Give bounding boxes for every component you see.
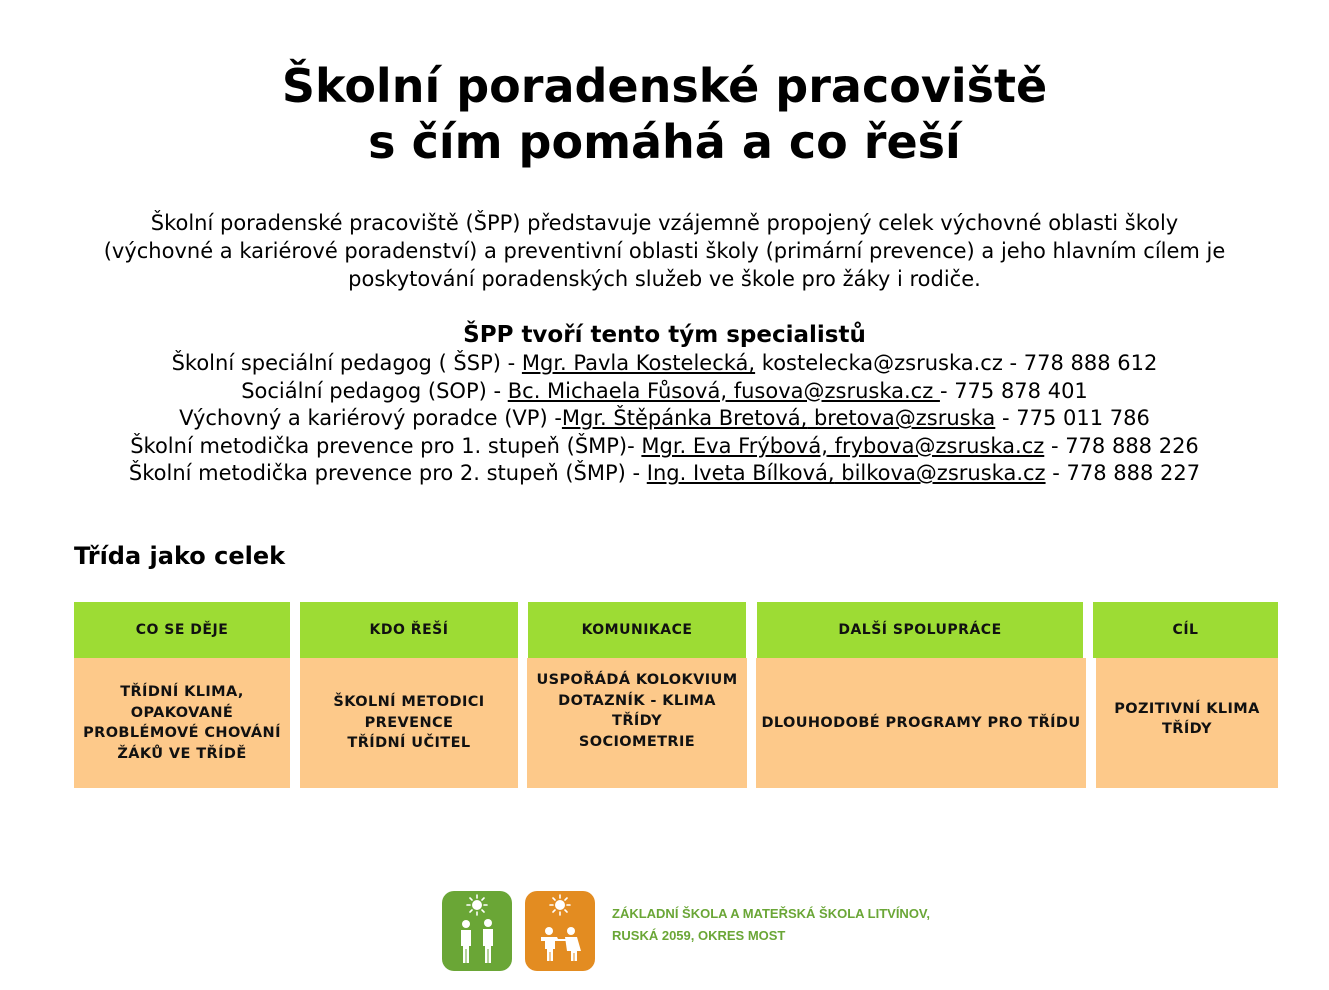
- team-member-vp: [0, 405, 1329, 433]
- table-cell-cil: POZITIVNÍ KLIMA TŘÍDY: [1096, 658, 1278, 788]
- title-line-1: Školní poradenské pracoviště: [281, 59, 1048, 113]
- table-header-cil: CÍL: [1093, 602, 1278, 658]
- table-header-kdo-resi: KDO ŘEŠÍ: [300, 602, 518, 658]
- member-phone: - 775 011 786: [995, 406, 1150, 431]
- member-role: Školní metodička prevence pro 1. stupeň (ŠMP)-: [130, 433, 642, 458]
- member-role: Výchovný a kariérový poradce (VP) -: [179, 406, 562, 431]
- intro-paragraph: [60, 209, 1269, 293]
- intro-line-1: Školní poradenské pracoviště (ŠPP) představuje vzájemně propojený celek výchovné oblasti školy: [150, 211, 1179, 235]
- table-header-co-se-deje: CO SE DĚJE: [74, 602, 290, 658]
- table-cell-kdo-resi: ŠKOLNÍ METODICI PREVENCE TŘÍDNÍ UČITEL: [300, 658, 518, 788]
- member-email: kostelecka@zsruska.cz: [755, 351, 1003, 375]
- member-email-link[interactable]: fusova@zsruska.cz: [727, 378, 940, 403]
- section-title: Třída jako celek: [74, 542, 286, 570]
- children-logo-icon: [525, 891, 595, 971]
- intro-line-2: (výchovné a kariérové poradenství) a preventivní oblasti školy (primární prevence) a jeho hlavním cílem je: [103, 239, 1226, 263]
- member-email-link[interactable]: frybova@zsruska.cz: [827, 433, 1045, 458]
- member-phone: - 775 878 401: [939, 378, 1088, 403]
- member-name-link[interactable]: Mgr. Pavla Kostelecká,: [521, 351, 756, 375]
- team-member-ssp: [0, 350, 1329, 378]
- member-email-link[interactable]: bretova@zsruska: [807, 406, 996, 431]
- table-header-komunikace: KOMUNIKACE: [528, 602, 746, 658]
- school-name-line-1: ZÁKLADNÍ ŠKOLA A MATEŘSKÁ ŠKOLA LITVÍNOV,: [612, 906, 931, 921]
- page-title: [0, 58, 1329, 170]
- school-name: [612, 903, 930, 947]
- member-phone: - 778 888 226: [1044, 433, 1199, 458]
- school-name-line-2: RUSKÁ 2059, OKRES MOST: [612, 928, 786, 943]
- table-cell-co-se-deje: TŘÍDNÍ KLIMA, OPAKOVANÉ PROBLÉMOVÉ CHOVÁNÍ ŽÁKŮ VE TŘÍDĚ: [74, 658, 290, 788]
- member-phone: - 778 888 227: [1045, 461, 1201, 486]
- member-role: Sociální pedagog (SOP) -: [241, 378, 508, 403]
- member-name-link[interactable]: Mgr. Eva Frýbová,: [641, 433, 828, 458]
- table-header-dalsi-spoluprace: DALŠÍ SPOLUPRÁCE: [757, 602, 1083, 658]
- title-line-2: s čím pomáhá a co řeší: [368, 115, 961, 169]
- table-cell-komunikace: USPOŘÁDÁ KOLOKVIUM DOTAZNÍK - KLIMA TŘÍDY SOCIOMETRIE: [527, 658, 747, 788]
- member-email-link[interactable]: bilkova@zsruska.cz: [834, 461, 1046, 486]
- adults-logo-icon: [442, 891, 512, 971]
- team-heading: ŠPP tvoří tento tým specialistů: [463, 322, 866, 348]
- table-cell-dalsi-spoluprace: DLOUHODOBÉ PROGRAMY PRO TŘÍDU: [756, 658, 1086, 788]
- team-member-sop: [0, 378, 1329, 406]
- team-member-smp-1: [0, 433, 1329, 461]
- member-phone: - 778 888 612: [1002, 351, 1158, 375]
- member-name-link[interactable]: Bc. Michaela Fůsová,: [507, 378, 728, 403]
- intro-line-3: poskytování poradenských služeb ve škole pro žáky i rodiče.: [348, 267, 981, 291]
- team-member-smp-2: [0, 460, 1329, 488]
- member-role: Školní metodička prevence pro 2. stupeň (ŠMP) -: [128, 461, 647, 486]
- team-list: [0, 350, 1329, 488]
- member-name-link[interactable]: Ing. Iveta Bílková,: [646, 461, 835, 486]
- member-name-link[interactable]: Mgr. Štěpánka Bretová,: [561, 406, 808, 431]
- member-role: Školní speciální pedagog ( ŠSP) -: [171, 351, 522, 375]
